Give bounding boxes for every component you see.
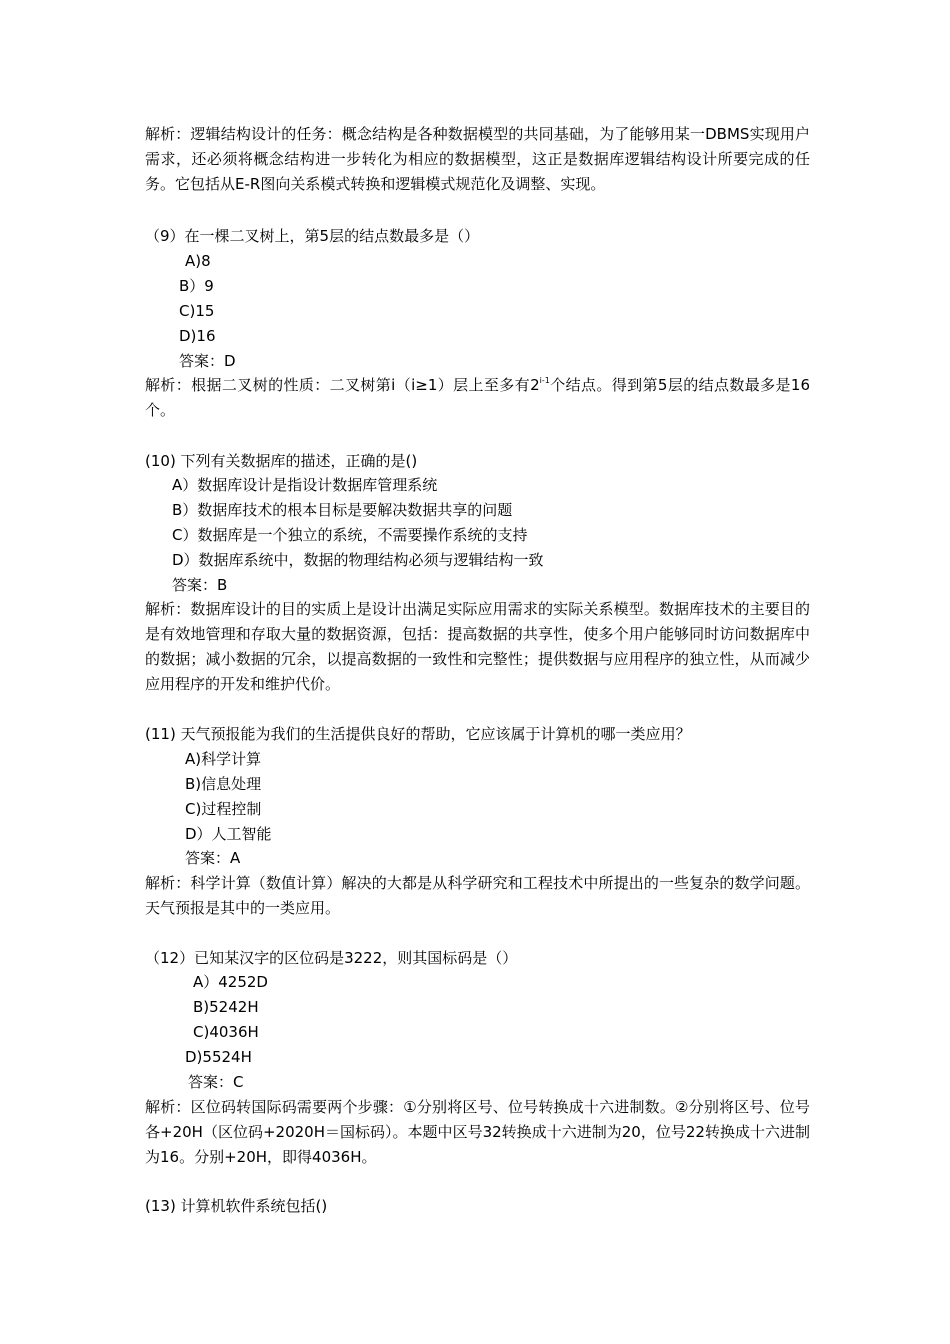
q9-explanation-exponent: i-1 xyxy=(539,376,550,385)
q11-explanation: 解析：科学计算（数值计算）解决的大都是从科学研究和工程技术中所提出的一些复杂的数学问题。天气预报是其中的一类应用。 xyxy=(145,874,810,917)
q13-question: (13) 计算机软件系统包括() xyxy=(145,1197,328,1215)
q12-option-d: D)5524H xyxy=(185,1048,252,1066)
q12-explanation: 解析：区位码转国际码需要两个步骤：①分别将区号、位号转换成十六进制数。②分别将区号、位号各+20H（区位码+2020H＝国标码）。本题中区号32转换成十六进制为20，位号22转换成十六进制为16。分别+20H，即得4036H。 xyxy=(145,1098,810,1166)
q12-answer: 答案：C xyxy=(188,1073,244,1091)
q10-option-b: B）数据库技术的根本目标是要解决数据共享的问题 xyxy=(172,501,513,519)
q11-question: (11) 天气预报能为我们的生活提供良好的帮助，它应该属于计算机的哪一类应用？ xyxy=(145,725,691,743)
q10-answer: 答案：B xyxy=(172,576,228,594)
q11-answer: 答案：A xyxy=(185,849,241,867)
q10-explanation: 解析：数据库设计的目的实质上是设计出满足实际应用需求的实际关系模型。数据库技术的主要目的是有效地管理和存取大量的数据资源，包括：提高数据的共享性，使多个用户能够同时访问数据库中的数据；减小数据的冗余，以提高数据的一致性和完整性；提供数据与应用程序的独立性，从而减少应用程序的开发和维护代价。 xyxy=(145,600,810,693)
intro-explanation: 解析：逻辑结构设计的任务：概念结构是各种数据模型的共同基础，为了能够用某一DBMS实现用户需求，还必须将概念结构进一步转化为相应的数据模型，这正是数据库逻辑结构设计所要完成的任务。它包括从E-R图向关系模式转换和逻辑模式规范化及调整、实现。 xyxy=(145,125,810,193)
q10-question: (10) 下列有关数据库的描述，正确的是() xyxy=(145,452,418,470)
q9-option-c: C)15 xyxy=(179,302,215,320)
q9-option-a: A)8 xyxy=(185,252,211,270)
q11-option-d: D）人工智能 xyxy=(185,825,272,843)
q11-option-a: A)科学计算 xyxy=(185,750,262,768)
q10-option-a: A）数据库设计是指设计数据库管理系统 xyxy=(172,476,438,494)
q9-explanation xyxy=(145,373,810,423)
q11-option-b: B)信息处理 xyxy=(185,775,262,793)
q10-option-c: C）数据库是一个独立的系统，不需要操作系统的支持 xyxy=(172,526,528,544)
q9-option-d: D)16 xyxy=(179,327,216,345)
q12-option-b: B)5242H xyxy=(193,998,259,1016)
q9-explanation-pre: 解析：根据二叉树的性质：二叉树第i（i≥1）层上至多有2 xyxy=(145,376,540,394)
q11-option-c: C)过程控制 xyxy=(185,800,262,818)
q10-option-d: D）数据库系统中，数据的物理结构必须与逻辑结构一致 xyxy=(172,551,544,569)
q9-option-b: B）9 xyxy=(179,277,214,295)
q12-question: （12）已知某汉字的区位码是3222，则其国标码是（） xyxy=(145,949,518,967)
q9-answer: 答案：D xyxy=(179,352,236,370)
q12-option-c: C)4036H xyxy=(193,1023,259,1041)
q9-question: （9）在一棵二叉树上，第5层的结点数最多是（） xyxy=(145,227,480,245)
q9-explanation-post: 个结点。得到第5层的结点数最多是16个。 xyxy=(145,376,810,419)
q12-option-a: A）4252D xyxy=(193,973,268,991)
